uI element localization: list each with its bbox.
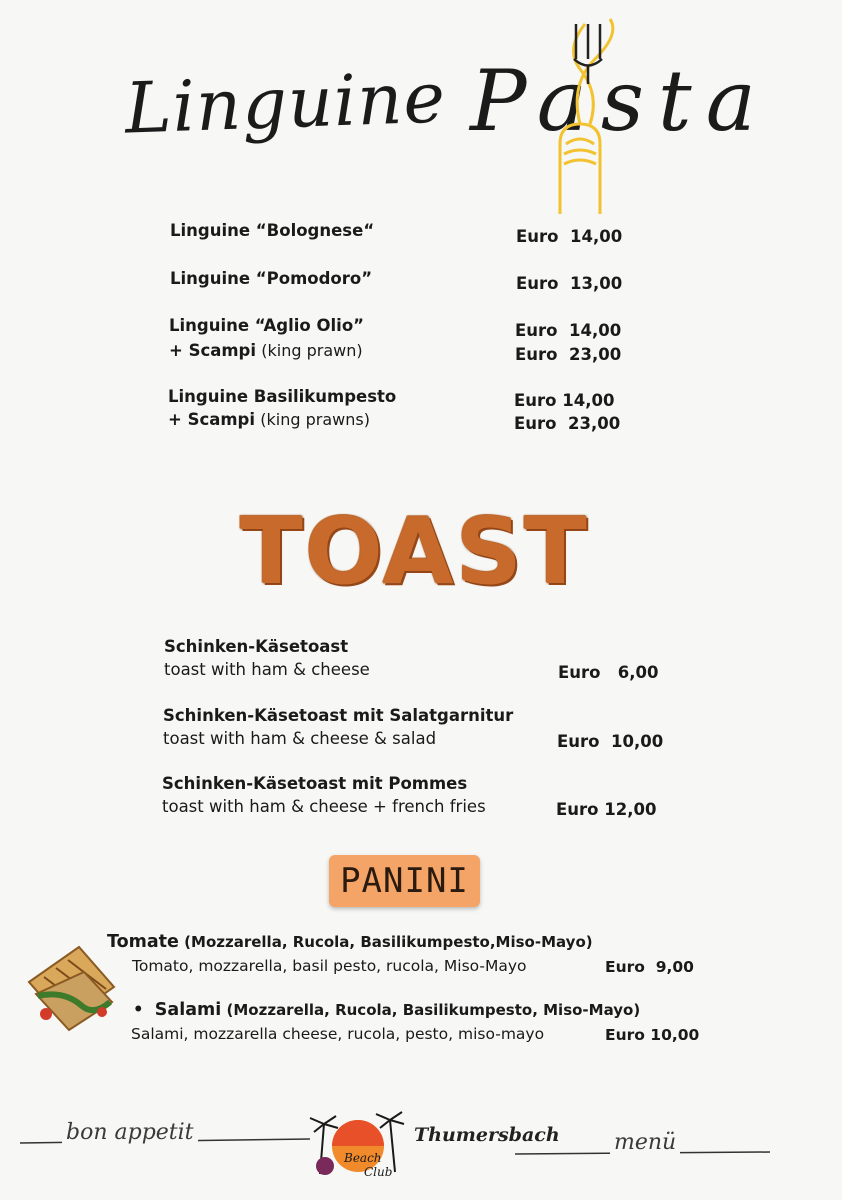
footer-brand: Thumersbach [414,1124,560,1146]
sandwich-image [24,942,119,1032]
fork-icon [540,14,630,224]
toast-item-name: Schinken-Käsetoast mit Pommes [162,774,468,793]
toast-item-desc: toast with ham & cheese & salad [163,729,437,748]
pasta-item-price: Euro 14,00 [516,227,623,246]
panini-heading: PANINI [329,855,480,907]
pasta-extra-label: + Scampi [168,410,256,429]
pasta-item-price: Euro 13,00 [516,274,623,293]
pasta-item-name: Linguine Basilikumpesto [168,387,397,406]
panini-item-name: Tomate [107,932,179,952]
toast-item-price: Euro 6,00 [558,663,659,682]
footer-bon-appetit: bon appetit [62,1120,198,1145]
logo-text: Club [364,1165,393,1179]
footer-menu: menü [610,1130,680,1155]
toast-heading: TOAST [240,498,589,605]
pasta-extra-price: Euro 23,00 [515,345,622,364]
panini-item-desc: Salami, mozzarella cheese, rucola, pesto, miso-mayo [131,1025,545,1043]
panini-item-price: Euro 10,00 [605,1026,700,1044]
palm-tree-logo [300,1104,415,1184]
pasta-extra-note: (king prawns) [260,410,370,429]
panini-item-ingredients: (Mozzarella, Rucola, Basilikumpesto, Miso-Mayo) [226,1001,641,1019]
toast-item-name: Schinken-Käsetoast mit Salatgarnitur [163,706,514,725]
pasta-item-name: Linguine “Aglio Olio” [169,316,365,335]
toast-item-price: Euro 12,00 [556,800,657,819]
pasta-item-name: Linguine “Pomodoro” [170,269,373,288]
pasta-extra-label: + Scampi [169,341,257,360]
toast-item-desc: toast with ham & cheese + french fries [162,797,486,816]
pasta-extra-price: Euro 23,00 [514,414,621,433]
panini-item-price: Euro 9,00 [605,958,694,976]
toast-item-desc: toast with ham & cheese [164,660,370,679]
panini-item-desc: Tomato, mozzarella, basil pesto, rucola, Miso-Mayo [132,957,527,975]
panini-item-title [107,932,593,952]
panini-item-ingredients: (Mozzarella, Rucola, Basilikumpesto,Miso-Mayo) [184,933,593,951]
logo-text: Beach [344,1151,382,1165]
pasta-item-price: Euro 14,00 [514,391,615,410]
panini-item-name: Salami [154,1000,222,1020]
bullet-icon: • [133,1000,144,1019]
pasta-item-name: Linguine “Bolognese“ [170,221,375,240]
pasta-extra-note: (king prawn) [261,341,363,360]
toast-item-name: Schinken-Käsetoast [164,637,349,656]
heading-pasta: Pasta [470,52,770,150]
panini-item-title [133,1000,640,1020]
heading-linguine: Linguine [123,56,448,150]
pasta-item-price: Euro 14,00 [515,321,622,340]
pasta-extra [169,341,363,360]
pasta-extra [168,410,370,429]
toast-item-price: Euro 10,00 [557,732,664,751]
